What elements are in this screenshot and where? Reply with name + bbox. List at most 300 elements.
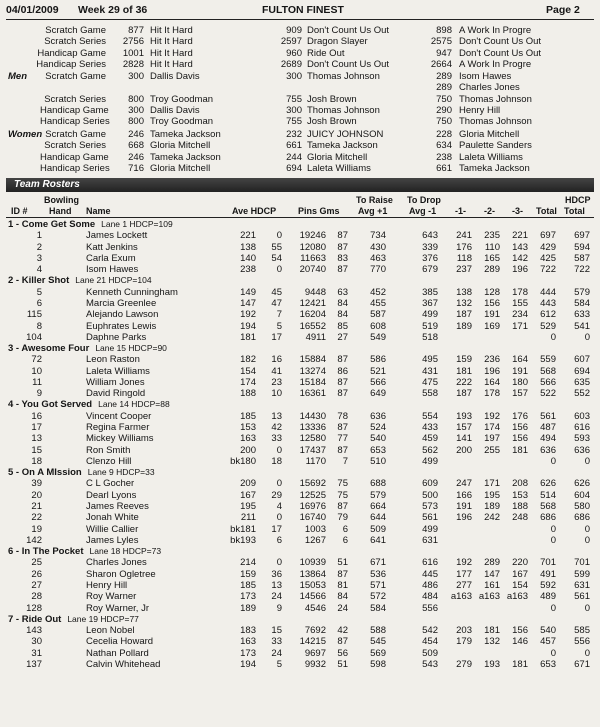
player-handicap: 24 (271, 591, 282, 603)
stat-value-2: 2689 (280, 58, 302, 70)
series-total: 0 (550, 331, 556, 343)
player-average: 221 (240, 230, 256, 242)
player-name: Ron Smith (86, 444, 131, 456)
table-row (0, 422, 600, 433)
game-3-score: 191 (512, 365, 528, 377)
stat-value-1: 300 (128, 104, 144, 116)
col-ave-hdcp: Ave HDCP (232, 206, 277, 216)
series-total: 626 (540, 478, 556, 490)
stat-value-1: 246 (128, 151, 144, 163)
player-games: 87 (337, 636, 348, 648)
stat-row (0, 36, 600, 47)
game-3-score: 176 (512, 410, 528, 422)
game-3-score: a163 (506, 591, 528, 603)
game-2-score: 132 (484, 636, 500, 648)
stat-label: Scratch Game (45, 129, 106, 140)
table-row (0, 321, 600, 332)
series-total: 0 (550, 523, 556, 535)
player-games: 87 (337, 241, 348, 253)
player-id: 143 (26, 625, 42, 637)
series-total: 592 (540, 579, 556, 591)
player-average: 163 (240, 636, 256, 648)
stat-name-2: Josh Brown (307, 116, 357, 128)
player-average: 238 (240, 264, 256, 276)
player-name: Mickey Williams (86, 433, 154, 445)
player-average: 188 (240, 388, 256, 400)
stat-name-3: Charles Jones (459, 82, 520, 94)
stat-name-2: Thomas Johnson (307, 71, 380, 82)
team-title: 7 - Ride Out (8, 613, 62, 625)
page-number: Page 2 (546, 4, 580, 16)
handicap-total: 607 (574, 354, 590, 366)
stat-row (0, 116, 600, 127)
team-title: 2 - Killer Shot (8, 275, 70, 287)
stat-value-2: 2597 (280, 36, 302, 48)
player-id: 25 (31, 557, 42, 569)
to-drop-average: 475 (422, 376, 438, 388)
table-row (0, 512, 600, 523)
player-handicap: 24 (271, 647, 282, 659)
player-pins: 10939 (299, 557, 326, 569)
series-total: 653 (540, 658, 556, 670)
player-handicap: 0 (276, 444, 282, 456)
game-3-score: 154 (512, 579, 528, 591)
player-games: 84 (337, 309, 348, 321)
game-2-score: 181 (484, 625, 500, 637)
stat-value-2: 300 (286, 104, 302, 116)
player-id: 39 (31, 478, 42, 490)
to-drop-average: 562 (422, 444, 438, 456)
to-drop-average: 631 (422, 534, 438, 546)
to-drop-average: 561 (422, 512, 438, 524)
stat-row (0, 105, 600, 116)
player-name: Kenneth Cunningham (86, 286, 178, 298)
to-raise-average: 587 (370, 309, 386, 321)
to-drop-average: 484 (422, 591, 438, 603)
player-average: 189 (240, 602, 256, 614)
player-games: 87 (337, 501, 348, 512)
stat-value-3: 661 (436, 162, 452, 174)
player-games: 83 (337, 252, 348, 264)
game-2-score: 165 (484, 252, 500, 264)
player-name: Jonah White (86, 512, 139, 524)
player-handicap: 17 (271, 331, 282, 343)
stat-name-2: Don't Count Us Out (307, 25, 390, 36)
stat-name-2: JUICY JOHNSON (307, 129, 384, 140)
player-id: 1 (36, 230, 42, 242)
col-hdcp-total: Total (564, 206, 585, 216)
stat-value-3: 898 (436, 25, 452, 36)
handicap-total: 585 (574, 625, 590, 637)
player-name: Dearl Lyons (86, 489, 137, 501)
stat-label: Handicap Game (40, 104, 109, 116)
to-raise-average: 641 (370, 534, 386, 546)
table-row (0, 230, 600, 241)
handicap-total: 584 (574, 297, 590, 309)
to-raise-average: 549 (370, 331, 386, 343)
player-games: 27 (337, 331, 348, 343)
stat-name-3: Thomas Johnson (459, 116, 532, 128)
player-pins: 16361 (299, 388, 326, 400)
team-header (8, 275, 152, 286)
to-drop-average: 573 (422, 501, 438, 512)
table-row (0, 535, 600, 546)
player-name: Roy Warner, Jr (86, 602, 149, 614)
player-games: 78 (337, 410, 348, 422)
game-1-score: a163 (450, 591, 472, 603)
team-lane-hdcp: Lane 9 HDCP=33 (87, 467, 155, 478)
to-raise-average: 636 (370, 410, 386, 422)
game-1-score: 141 (456, 433, 472, 445)
player-average: bk181 (230, 523, 256, 535)
player-pins: 12421 (299, 297, 326, 309)
game-3-score: 208 (512, 478, 528, 490)
col-hdcp: HDCP (565, 195, 591, 205)
to-raise-average: 649 (370, 388, 386, 400)
table-row (0, 557, 600, 568)
handicap-total: 556 (574, 636, 590, 648)
stat-row (0, 59, 600, 70)
player-pins: 1003 (304, 523, 326, 535)
player-pins: 4911 (305, 331, 326, 343)
player-games: 77 (337, 433, 348, 445)
player-handicap: 0 (276, 478, 282, 490)
game-2-score: 289 (484, 264, 500, 276)
team-header (8, 467, 155, 478)
player-average: 153 (240, 422, 256, 434)
col-to-raise: To Raise (356, 195, 393, 205)
stat-value-2: 244 (286, 151, 302, 163)
player-average: 140 (240, 252, 256, 264)
to-raise-average: 572 (370, 591, 386, 603)
player-pins: 12580 (299, 433, 326, 445)
handicap-total: 626 (574, 478, 590, 490)
game-3-score: 142 (512, 252, 528, 264)
to-raise-average: 688 (370, 478, 386, 490)
game-2-score: 196 (484, 365, 500, 377)
stat-value-3: 750 (436, 93, 452, 105)
player-pins: 16204 (299, 309, 326, 321)
player-name: Nathan Pollard (86, 647, 149, 659)
to-raise-average: 664 (370, 501, 386, 512)
game-1-score: 166 (456, 489, 472, 501)
col-hand: Hand (49, 206, 72, 216)
to-drop-average: 556 (422, 602, 438, 614)
player-games: 81 (337, 579, 348, 591)
game-3-score: 221 (512, 230, 528, 242)
player-pins: 14566 (299, 591, 326, 603)
player-id: 26 (31, 568, 42, 580)
series-total: 457 (540, 636, 556, 648)
handicap-total: 616 (574, 422, 590, 434)
team-header (8, 343, 167, 354)
game-1-score: 177 (456, 568, 472, 580)
player-id: 17 (31, 422, 42, 434)
team-lane-hdcp: Lane 14 HDCP=88 (98, 399, 170, 410)
player-handicap: 54 (271, 252, 282, 264)
player-id: 6 (36, 297, 42, 309)
stat-value-3: 2664 (430, 58, 452, 70)
game-1-score: 187 (456, 388, 472, 400)
game-2-score: 156 (484, 297, 500, 309)
stat-name-1: Gloria Mitchell (150, 162, 211, 174)
game-3-score: 164 (512, 354, 528, 366)
player-id: 11 (32, 376, 42, 388)
player-pins: 13274 (299, 365, 326, 377)
table-row (0, 603, 600, 614)
stat-name-3: Don't Count Us Out (459, 47, 542, 59)
player-name: Willie Callier (86, 523, 139, 535)
player-handicap: 41 (271, 365, 282, 377)
to-raise-average: 524 (370, 422, 386, 434)
player-pins: 11663 (300, 252, 326, 264)
women-label: Women (8, 129, 43, 140)
col-to-drop-sub: Avg -1 (409, 206, 437, 216)
game-1-score: 241 (456, 230, 472, 242)
game-1-score: 279 (456, 658, 472, 670)
game-2-score: 235 (484, 230, 500, 242)
player-pins: 13864 (299, 568, 326, 580)
game-3-score: 181 (512, 658, 528, 670)
series-total: 636 (540, 444, 556, 456)
to-raise-average: 536 (370, 568, 386, 580)
to-raise-average: 734 (370, 230, 386, 242)
player-handicap: 18 (271, 455, 282, 467)
series-total: 444 (540, 286, 556, 298)
game-1-score: 118 (456, 252, 472, 264)
player-average: 163 (240, 433, 256, 445)
to-raise-average: 653 (370, 444, 386, 456)
to-raise-average: 579 (370, 489, 386, 501)
stat-name-1: Troy Goodman (150, 116, 214, 128)
stat-name-1: Hit It Hard (150, 25, 193, 36)
player-name: Roy Warner (86, 591, 137, 603)
table-row (0, 591, 600, 602)
header-rule (6, 19, 594, 20)
player-average: bk180 (230, 455, 256, 467)
player-games: 24 (337, 602, 348, 614)
player-pins: 15692 (299, 478, 326, 490)
player-games: 6 (342, 534, 348, 546)
series-total: 0 (550, 602, 556, 614)
player-id: 20 (31, 489, 42, 501)
player-handicap: 7 (276, 309, 282, 321)
table-row (0, 411, 600, 422)
game-2-score: 289 (484, 557, 500, 569)
handicap-total: 604 (574, 489, 590, 501)
handicap-total: 599 (574, 568, 590, 580)
handicap-total: 722 (574, 264, 590, 276)
player-games: 85 (337, 320, 348, 332)
series-total: 559 (540, 354, 556, 366)
series-total: 540 (540, 625, 556, 637)
stat-name-3: Paulette Sanders (459, 140, 532, 152)
player-handicap: 5 (276, 658, 282, 670)
player-handicap: 29 (271, 489, 282, 501)
game-3-score: 156 (512, 625, 528, 637)
player-handicap: 0 (276, 230, 282, 242)
stat-row (0, 152, 600, 163)
table-row (0, 456, 600, 467)
to-drop-average: 500 (422, 489, 438, 501)
stat-name-1: Hit It Hard (150, 47, 193, 59)
stat-value-1: 2756 (122, 36, 144, 48)
stat-label: Scratch Game (45, 71, 106, 82)
to-drop-average: 499 (422, 523, 438, 535)
player-pins: 20740 (299, 264, 326, 276)
player-name: David Ringold (86, 388, 146, 400)
stat-name-2: Tameka Jackson (307, 140, 378, 152)
player-id: 22 (31, 512, 42, 524)
player-id: 2 (36, 241, 42, 253)
player-games: 56 (337, 647, 348, 659)
handicap-total: 686 (574, 512, 590, 524)
team-title: 5 - On A MIssion (8, 467, 82, 479)
to-drop-average: 495 (422, 354, 438, 366)
player-pins: 12525 (299, 489, 326, 501)
player-pins: 14215 (299, 636, 326, 648)
player-name: Daphne Parks (86, 331, 147, 343)
column-header-rule (6, 217, 594, 218)
player-name: James Lyles (86, 534, 139, 546)
player-pins: 12080 (299, 241, 326, 253)
player-id: 18 (31, 455, 42, 467)
player-pins: 9932 (304, 658, 326, 670)
table-row (0, 377, 600, 388)
player-average: 147 (240, 297, 256, 309)
game-1-score: 179 (456, 636, 472, 648)
player-id: 30 (31, 636, 42, 648)
player-pins: 9697 (304, 647, 326, 659)
team-lane-hdcp: Lane 18 HDCP=73 (89, 546, 162, 557)
player-id: 13 (31, 433, 42, 445)
handicap-total: 0 (584, 331, 590, 343)
table-row (0, 242, 600, 253)
handicap-total: 0 (584, 534, 590, 546)
game-1-score: 203 (456, 625, 472, 637)
game-2-score: 236 (484, 354, 500, 366)
handicap-total: 580 (574, 501, 590, 512)
game-1-score: 138 (456, 286, 472, 298)
stat-value-2: 909 (286, 25, 302, 36)
series-total: 0 (550, 534, 556, 546)
game-2-score: 191 (484, 309, 500, 321)
series-total: 0 (550, 647, 556, 659)
player-games: 6 (342, 523, 348, 535)
player-pins: 4546 (304, 602, 326, 614)
stat-name-1: Troy Goodman (150, 93, 214, 105)
stat-value-2: 694 (286, 162, 302, 174)
week-label: Week 29 of 36 (78, 4, 148, 16)
game-2-score: 197 (484, 433, 500, 445)
to-drop-average: 454 (422, 636, 438, 648)
stat-label: Handicap Series (40, 162, 110, 174)
player-games: 7 (342, 455, 348, 467)
game-1-score: 200 (456, 444, 472, 456)
player-average: 200 (240, 444, 256, 456)
player-pins: 7692 (304, 625, 326, 637)
stat-value-2: 755 (286, 116, 302, 128)
player-average: 194 (240, 658, 256, 670)
game-2-score: 192 (484, 410, 500, 422)
to-drop-average: 376 (422, 252, 438, 264)
player-average: 194 (240, 320, 256, 332)
player-name: Vincent Cooper (86, 410, 152, 422)
col-to-drop: To Drop (407, 195, 441, 205)
to-raise-average: 598 (370, 658, 386, 670)
player-id: 137 (26, 658, 42, 670)
stat-value-3: 2575 (430, 36, 452, 48)
player-name: Leon Raston (86, 354, 140, 366)
page-header (0, 4, 600, 18)
stat-name-3: A Work In Progre (459, 25, 532, 36)
player-pins: 14430 (299, 410, 326, 422)
to-raise-average: 545 (370, 636, 386, 648)
player-handicap: 33 (271, 636, 282, 648)
stat-name-3: Thomas Johnson (459, 93, 532, 105)
game-2-score: 242 (484, 512, 500, 524)
player-handicap: 0 (276, 512, 282, 524)
handicap-total: 0 (584, 602, 590, 614)
game-2-score: 128 (484, 286, 500, 298)
player-name: Carla Exum (86, 252, 136, 264)
player-handicap: 42 (271, 422, 282, 434)
team-title: 3 - Awesome Four (8, 343, 90, 355)
series-total: 514 (540, 489, 556, 501)
game-3-score: 143 (512, 241, 528, 253)
table-row (0, 298, 600, 309)
table-row (0, 580, 600, 591)
series-total: 529 (540, 320, 556, 332)
game-1-score: 191 (456, 501, 472, 512)
team-header (8, 399, 170, 410)
player-name: Sharon Ogletree (86, 568, 156, 580)
game-2-score: 255 (484, 444, 500, 456)
series-total: 568 (540, 365, 556, 377)
to-raise-average: 509 (370, 523, 386, 535)
player-games: 79 (337, 512, 348, 524)
handicap-total: 631 (574, 579, 590, 591)
player-handicap: 6 (276, 534, 282, 546)
stat-row (0, 94, 600, 105)
league-title: FULTON FINEST (262, 4, 344, 16)
player-handicap: 55 (271, 241, 282, 253)
handicap-total: 541 (574, 320, 590, 332)
stat-name-3: Tameka Jackson (459, 162, 530, 174)
player-id: 15 (31, 444, 42, 456)
handicap-total: 694 (574, 365, 590, 377)
player-games: 87 (337, 568, 348, 580)
player-games: 87 (337, 422, 348, 434)
player-name: Katt Jenkins (86, 241, 138, 253)
to-raise-average: 608 (370, 320, 386, 332)
team-lane-hdcp: Lane 21 HDCP=104 (75, 275, 152, 286)
to-drop-average: 499 (422, 455, 438, 467)
player-handicap: 36 (271, 568, 282, 580)
player-average: 154 (240, 365, 256, 377)
player-name: Alejando Lawson (86, 309, 159, 321)
stat-label: Scratch Game (45, 25, 106, 36)
table-row (0, 490, 600, 501)
player-average: 138 (240, 241, 256, 253)
stat-value-1: 2828 (122, 58, 144, 70)
to-raise-average: 455 (370, 297, 386, 309)
player-average: 185 (240, 410, 256, 422)
player-id: 16 (31, 410, 42, 422)
game-2-score: 171 (484, 478, 500, 490)
to-raise-average: 510 (370, 455, 386, 467)
game-2-score: 178 (484, 388, 500, 400)
